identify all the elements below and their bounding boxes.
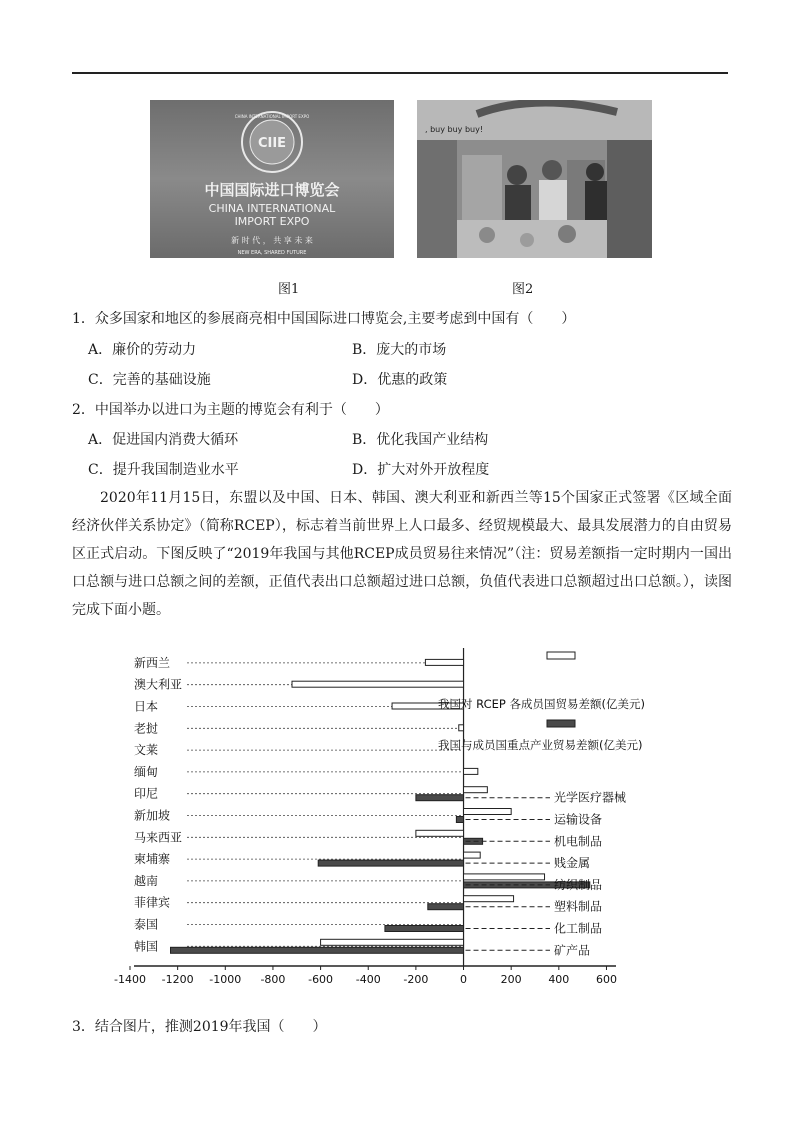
question-1-stem: 1．众多国家和地区的参展商亮相中国国际进口博览会,主要考虑到中国有（ ）: [72, 311, 576, 327]
question-2-option-c: C．提升我国制造业水平: [88, 462, 239, 478]
bar-total-balance: [464, 787, 488, 793]
bar-industry-balance: [416, 795, 464, 801]
figure-2-photo: [417, 100, 652, 258]
legend-swatch-industry: [547, 720, 575, 727]
x-tick-label: -200: [403, 973, 429, 986]
industry-label: 光学医疗器械: [554, 790, 627, 805]
question-1-option-b: B．庞大的市场: [352, 342, 447, 358]
x-tick-label: -800: [260, 973, 286, 986]
question-3-stem: 3．结合图片，推测2019年我国（ ）: [72, 1019, 327, 1035]
industry-label: 机电制品: [554, 834, 603, 849]
bar-total-balance: [459, 725, 464, 731]
ciie-title-en-1: CHINA INTERNATIONAL: [208, 202, 336, 215]
industry-label: 塑料制品: [554, 899, 603, 914]
ciie-logo-ring: CHINA INTERNATIONAL IMPORT EXPO: [234, 114, 310, 119]
question-1-option-d: D．优惠的政策: [352, 372, 448, 388]
question-1-option-c: C．完善的基础设施: [88, 372, 211, 388]
legend-label-total: 我国对 RCEP 各成员国贸易差额(亿美元): [438, 697, 645, 711]
industry-label: 纺织制品: [554, 877, 603, 892]
bar-total-balance: [464, 896, 514, 902]
bar-total-balance: [321, 939, 464, 945]
bar-industry-balance: [428, 904, 464, 910]
ciie-logo-abbr: CIIE: [257, 136, 287, 151]
question-2-option-a: A．促进国内消费大循环: [88, 432, 239, 448]
header-rule: [72, 72, 728, 74]
question-2-option-b: B．优化我国产业结构: [352, 432, 489, 448]
category-label: 马来西亚: [134, 830, 183, 845]
legend-label-industry: 我国与成员国重点产业贸易差额(亿美元): [438, 738, 643, 752]
bar-industry-balance: [171, 947, 464, 953]
figure-1-photo: [150, 100, 394, 258]
ciie-slogan-en: NEW ERA, SHARED FUTURE: [237, 250, 307, 256]
category-label: 柬埔寨: [134, 852, 171, 867]
industry-label: 化工制品: [554, 921, 603, 936]
category-label: 文莱: [134, 743, 159, 758]
industry-label: 矿产品: [554, 943, 591, 958]
legend-swatch-total: [547, 652, 575, 659]
category-label: 老挝: [134, 721, 159, 736]
ciie-slogan-cn: 新 时 代 ， 共 享 未 来: [231, 236, 313, 245]
bar-total-balance: [464, 852, 481, 858]
x-tick-label: -600: [308, 973, 334, 986]
ciie-title-cn: 中国国际进口博览会: [204, 181, 340, 199]
bar-total-balance: [425, 659, 463, 665]
industry-label: 运输设备: [554, 812, 603, 827]
industry-label: 贱金属: [554, 856, 591, 871]
bar-industry-balance: [456, 817, 463, 823]
x-tick-label: -400: [355, 973, 381, 986]
figure-2-caption: 图2: [512, 282, 534, 297]
category-label: 新西兰: [134, 655, 171, 670]
bar-total-balance: [464, 874, 545, 880]
question-2-stem: 2．中国举办以进口为主题的博览会有利于（ ）: [72, 402, 389, 418]
bar-total-balance: [464, 809, 512, 815]
x-tick-label: 0: [460, 973, 468, 986]
store-banner-text: , buy buy buy!: [425, 125, 484, 134]
bar-industry-balance: [318, 860, 463, 866]
category-label: 新加坡: [134, 808, 171, 823]
bar-industry-balance: [385, 926, 464, 932]
category-label: 印尼: [134, 786, 159, 801]
ciie-title-en-2: IMPORT EXPO: [234, 215, 310, 228]
figure-1-caption: 图1: [278, 282, 300, 297]
category-label: 菲律宾: [134, 895, 171, 910]
question-2-option-d: D．扩大对外开放程度: [352, 462, 490, 478]
passage-text: 2020年11月15日，东盟以及中国、日本、韩国、澳大利亚和新西兰等15个国家正式签署《区域全面经济伙伴关系协定》（简称RCEP），标志着当前世界上人口最多、经贸规模最大、最具发展潜力的自由贸易区正式启动。下图反映了“2019年我国与其他RCEP成员贸易往来情况”（注：贸易差额指一定时期内一国出口总额与进口总额之间的差额，正值代表出口总额超过进口总额，负值代表进口总额超过出口总额。），读图完成下面小题。: [72, 490, 732, 618]
category-label: 澳大利亚: [134, 677, 183, 692]
x-tick-label: 200: [500, 973, 522, 986]
x-tick-label: -1000: [209, 973, 242, 986]
x-tick-label: -1400: [114, 973, 146, 986]
x-tick-label: -1200: [161, 973, 194, 986]
category-label: 泰国: [134, 917, 159, 932]
bar-total-balance: [416, 830, 464, 836]
category-label: 日本: [134, 699, 159, 714]
category-label: 越南: [134, 873, 159, 888]
x-tick-label: 600: [595, 973, 617, 986]
x-tick-label: 400: [548, 973, 570, 986]
category-label: 缅甸: [134, 764, 159, 779]
bar-total-balance: [292, 681, 464, 687]
question-1-option-a: A．廉价的劳动力: [88, 342, 197, 358]
rcep-trade-balance-chart: [72, 640, 712, 994]
category-label: 韩国: [134, 939, 159, 954]
bar-total-balance: [464, 768, 478, 774]
